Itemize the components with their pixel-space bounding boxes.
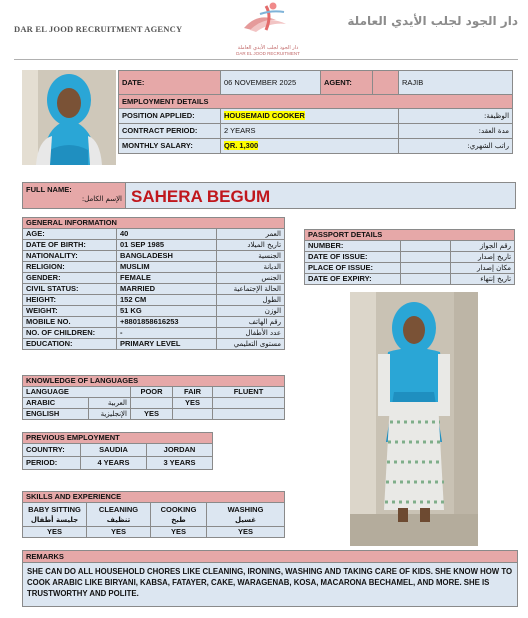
position-label-ar: الوظيفة: [399,109,513,124]
general-label-ar: مستوى التعليمي [217,339,285,350]
passport-label-ar: تاريخ إصدار [451,252,515,263]
date-value: 06 NOVEMBER 2025 [221,71,321,95]
employment-details-title: EMPLOYMENT DETAILS [119,95,513,109]
period-1: 4 YEARS [81,457,147,470]
general-label: AGE: [23,229,117,240]
logo-emblem [236,0,300,40]
skill-name-ar: غسيل [235,515,257,524]
full-body-photo [350,292,478,546]
language-row [23,398,285,409]
logo-text-en: DAR EL JOOD RECRUITMENT [236,51,300,56]
salary-value: QR. 1,300 [224,141,259,150]
general-row [23,328,285,339]
general-value: MUSLIM [117,262,217,273]
general-label-ar: رقم الهاتف [217,317,285,328]
general-row [23,284,285,295]
skill-name-cell [87,503,151,527]
remarks-title: REMARKS [22,550,518,563]
full-name-value: SAHERA BEGUM [131,187,271,206]
passport-row [305,274,515,285]
skill-value: YES [87,527,151,538]
full-name-value-box [126,182,516,209]
passport-value [401,274,451,285]
agent-label: AGENT: [321,71,373,95]
general-label: NO. OF CHILDREN: [23,328,117,339]
previous-employment-table [22,432,213,470]
period-label: PERIOD: [23,457,81,470]
passport-row [305,263,515,274]
general-label: GENDER: [23,273,117,284]
languages-title: KNOWLEDGE OF LANGUAGES [23,376,285,387]
contract-label: CONTRACT PERIOD: [119,124,221,139]
skill-value: YES [151,527,207,538]
skill-name-ar: جليسة أطفال [30,515,79,524]
employment-table [118,70,513,154]
general-label: WEIGHT: [23,306,117,317]
general-label-ar: الوزن [217,306,285,317]
general-value: 01 SEP 1985 [117,240,217,251]
passport-value [401,252,451,263]
general-row [23,339,285,350]
passport-row [305,252,515,263]
general-value: 152 CM [117,295,217,306]
skill-value: YES [207,527,285,538]
previous-employment-title: PREVIOUS EMPLOYMENT [23,433,213,444]
general-label: MOBILE NO. [23,317,117,328]
passport-title: PASSPORT DETAILS [305,230,515,241]
agency-name-en: DAR EL JOOD RECRUITMENT AGENCY [14,24,183,34]
country-1: SAUDIA [81,444,147,457]
passport-label: PLACE OF ISSUE: [305,263,401,274]
general-info-title: GENERAL INFORMATION [23,218,285,229]
skill-name: COOKING [160,504,197,514]
general-label-ar: الجنسية [217,251,285,262]
general-value: MARRIED [117,284,217,295]
passport-label: NUMBER: [305,241,401,252]
language-poor: YES [131,409,173,420]
passport-label-ar: تاريخ إنتهاء [451,274,515,285]
language-name-ar: العربية [89,398,131,409]
period-2: 3 YEARS [147,457,213,470]
passport-table [304,229,515,285]
general-label: EDUCATION: [23,339,117,350]
language-fluent [213,409,285,420]
skill-name-ar: طبخ [171,515,186,524]
language-fair: YES [173,398,213,409]
skills-table [22,491,285,538]
agent-value: RAJIB [399,71,513,95]
language-poor [131,398,173,409]
general-value: 51 KG [117,306,217,317]
general-label-ar: الجنس [217,273,285,284]
skill-name-ar: تنظيف [106,515,131,524]
skill-value: YES [23,527,87,538]
skills-values-row [23,527,285,538]
contract-value: 2 YEARS [221,124,399,139]
general-label: HEIGHT: [23,295,117,306]
general-label: NATIONALITY: [23,251,117,262]
general-value: 40 [117,229,217,240]
general-row [23,262,285,273]
date-label: DATE: [119,71,221,95]
country-2: JORDAN [147,444,213,457]
language-name: ENGLISH [23,409,89,420]
general-value: PRIMARY LEVEL [117,339,217,350]
lang-header-fluent: FLUENT [213,387,285,398]
passport-label: DATE OF EXPIRY: [305,274,401,285]
country-label: COUNTRY: [23,444,81,457]
full-name-label-box [22,182,126,209]
portrait-photo [22,70,116,165]
passport-label: DATE OF ISSUE: [305,252,401,263]
general-info-table [22,217,285,350]
agency-logo [236,0,300,56]
language-name: ARABIC [23,398,89,409]
passport-label-ar: رقم الجواز [451,241,515,252]
full-name-label-ar: الإسم الكامل: [81,195,122,203]
passport-label-ar: مكان إصدار [451,263,515,274]
general-value: - [117,328,217,339]
skill-name-cell [151,503,207,527]
skills-names-row [23,503,285,527]
position-value: HOUSEMAID COOKER [224,111,305,120]
skill-name: WASHING [227,504,264,514]
passport-row [305,241,515,252]
position-label: POSITION APPLIED: [119,109,221,124]
language-row [23,409,285,420]
salary-label: MONTHLY SALARY: [119,139,221,154]
general-row [23,240,285,251]
general-label-ar: عدد الأطفال [217,328,285,339]
skill-name-cell [207,503,285,527]
general-row [23,251,285,262]
general-value: +8801858616253 [117,317,217,328]
passport-value [401,241,451,252]
header-divider [14,59,518,60]
skill-name: BABY SITTING [28,504,81,514]
general-label-ar: الحالة الإجتماعية [217,284,285,295]
general-label-ar: الديانة [217,262,285,273]
general-row [23,273,285,284]
general-value: FEMALE [117,273,217,284]
general-value: BANGLADESH [117,251,217,262]
general-label: CIVIL STATUS: [23,284,117,295]
general-row [23,229,285,240]
full-name-label: FULL NAME: [26,185,72,194]
remarks-text: SHE CAN DO ALL HOUSEHOLD CHORES LIKE CLEANING, IRONING, WASHING AND TAKING CARE OF KIDS. SHE KNOW HOW TO COOK ARABIC LIKE BIRYANI, KABSA, FATAYER, CAKE, WARAGENAB, KOSA, MACARONA BECHAMEL, AND MORE. SHE IS TRUSTWORTHY AND POLITE. [22,563,518,607]
passport-value [401,263,451,274]
general-label: DATE OF BIRTH: [23,240,117,251]
skill-name: CLEANING [98,504,139,514]
lang-header-poor: POOR [131,387,173,398]
language-name-ar: الإنجليزية [89,409,131,420]
general-label: RELIGION: [23,262,117,273]
agency-name-ar: دار الجود لجلب الأيدي العاملة [347,14,518,28]
salary-label-ar: راتب الشهري: [399,139,513,154]
general-row [23,295,285,306]
general-row [23,317,285,328]
languages-table [22,375,285,420]
contract-label-ar: مدة العقد: [399,124,513,139]
general-label-ar: تاريخ الميلاد [217,240,285,251]
lang-header-language: LANGUAGE [23,387,131,398]
general-label-ar: العمر [217,229,285,240]
logo-text-ar: دار الجود لجلب الأيدي العاملة [237,45,299,51]
language-fair [173,409,213,420]
skills-title: SKILLS AND EXPERIENCE [23,492,285,503]
general-label-ar: الطول [217,295,285,306]
skill-name-cell [23,503,87,527]
lang-header-fair: FAIR [173,387,213,398]
language-fluent [213,398,285,409]
general-row [23,306,285,317]
